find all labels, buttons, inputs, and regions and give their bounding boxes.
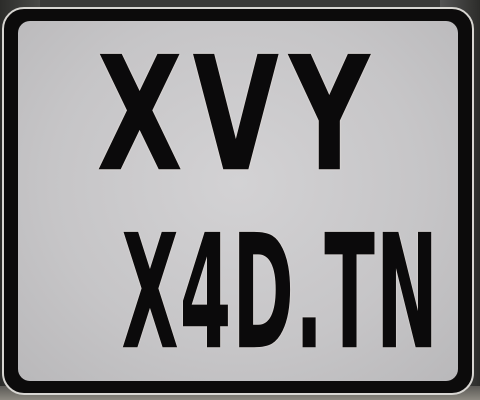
plate-line-1: XVY (96, 23, 380, 208)
plate-face (18, 21, 458, 381)
plate-line-2: X4D.TN (121, 201, 440, 381)
license-plate (2, 7, 474, 395)
